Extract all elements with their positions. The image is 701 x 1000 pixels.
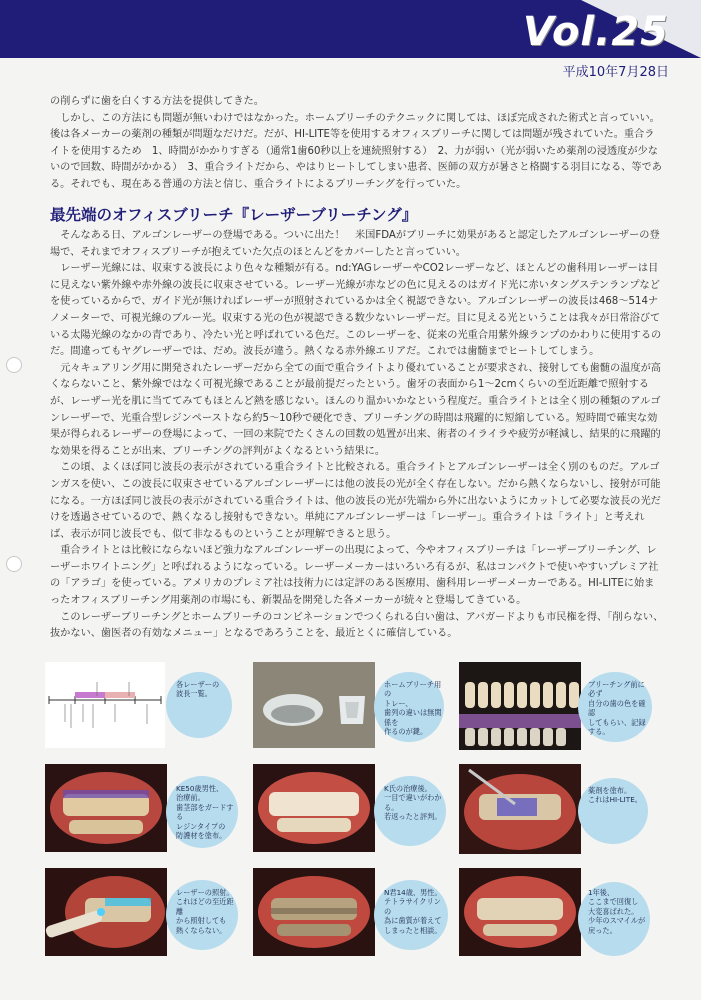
caption-line: 熱くならない。 — [176, 925, 227, 935]
caption-bubble — [578, 778, 648, 844]
section-heading: 最先端のオフィスブリーチ『レーザーブリーチング』 — [50, 206, 418, 224]
caption-bubble — [578, 672, 652, 742]
caption-line: 1年後、 — [588, 888, 615, 897]
caption-line: 少年のスマイルが — [588, 916, 646, 926]
patient-before-photo — [45, 764, 167, 852]
caption-line: ブリーチング前に必ず — [588, 680, 645, 699]
caption-line: から照射しても — [176, 916, 227, 926]
caption-bubble — [166, 880, 238, 950]
caption-line: N君14歳、男性。 — [384, 888, 442, 897]
caption-line: 治療前。 — [176, 793, 205, 803]
caption-line: 波長一覧。 — [176, 689, 212, 699]
body-paragraph: 重合ライトとは比較にならないほど強力なアルゴンレーザーの出現によって、今やオフィスブリーチは「レーザーブリーチング、レーザーホワイトニング」と呼ばれるようになっている。レーザーメーカーはいろいろ有るが、私はコンパクトで使いやすいプレミア社の「アラゴ」を使っている。アメリカのプレミア社は技術力には定評のある医療用、歯科用レーザーメーカーである。HI-LITEに始まったオフィスブリーチング用薬剤の市場にも、新製品を開発した各メーカーが続々と登場してきている。 — [50, 545, 659, 607]
caption-line: 各レーザーの — [176, 680, 220, 689]
caption-line: 防護材を塗布。 — [176, 831, 227, 841]
caption-line: テトラサイクリンの — [384, 897, 441, 916]
caption-line: 自分の歯の色を確認 — [588, 698, 646, 718]
volume-number: Vol.25 — [522, 9, 669, 55]
page-header — [0, 0, 701, 68]
caption-line: 歯茎部をガードする — [176, 802, 234, 822]
patient-after-photo — [253, 764, 375, 852]
tetracycline-before-photo — [253, 868, 375, 956]
caption-line: これほどの至近距離 — [176, 897, 234, 916]
caption-bubble — [578, 882, 650, 956]
caption-line: 薬剤を塗布。 — [588, 786, 632, 795]
caption-line: してもらい、記録する。 — [588, 717, 646, 737]
body-paragraph: そんなある日、アルゴンレーザーの登場である。ついに出た！ 米国FDAがブリーチに効果があると認定したアルゴンレーザーの登場で、それまでオフィスブリーチが抱えていた欠点のほとんどをカバーしたと言っていい。 — [50, 230, 660, 258]
caption-line: しまったと相談。 — [384, 925, 442, 935]
caption-line: レーザーの照射。 — [176, 888, 234, 897]
caption-line: 戻った。 — [588, 925, 617, 935]
punch-hole — [6, 357, 22, 373]
shade-guide-photo — [459, 662, 581, 750]
caption-line: トレー、 — [384, 698, 413, 708]
caption-line: レジンタイプの — [176, 821, 226, 831]
wavelength-chart-image — [45, 662, 165, 748]
intro-text — [50, 94, 664, 194]
caption-bubble — [166, 672, 232, 738]
section-body — [50, 228, 664, 643]
punch-hole — [6, 556, 22, 572]
caption-bubble — [374, 880, 448, 950]
body-paragraph: レーザー光線には、収束する波長により色々な種類が有る。nd:YAGレーザーやCO2レーザーなど、ほとんどの歯科用レーザーは目に見えない紫外線や赤外線の波長に収束させている。レーザー光線が赤などの色に見えるのはガイド光に赤いタングステンランプなどを使っているからで、ガイド光が無ければレーザーが照射されているかは全く視認できない。アルゴンレーザーの波長は468～514ナノメーターで、可視光線のブルー光。収束する光の色が視認できる数少ないレーザーだ。目に見える光ということは我々が日常浴びている太陽光線のなかの青であり、冷たい光と呼ばれている色だ。このレーザーを、従来の光重合用紫外線ランプのかわりに使用するのだ。間違ってもヤグレーザーでは、だめ。波長が違う。熱くなる赤外線エリアだ。これでは歯髄までヒートしてしまう。 — [50, 263, 662, 358]
tetracycline-after-photo — [459, 868, 581, 956]
caption-line: K氏の治療後。 — [384, 784, 432, 793]
caption-line: KE50歳男性、 — [176, 784, 224, 793]
intro-paragraph: しかし、この方法にも問題が無いわけではなかった。ホームブリーチのテクニックに関しては、ほぼ完成された術式と言っていい。後は各メーカーの薬剤の種類が問題なだけだ。だが、HI-LITE等を使用するオフィスブリーチに関しては問題が残されていた。重合ライトを使用するため 1、時間がかかりすぎる（通常1歯60秒以上を連続照射する） 2、力が弱い（光が弱いため薬剤の浸透度が少ないので回数、時間がかかる） 3、重合ライトだから、やはりヒートしてしまい患者、医師の双方が暑さと格闘する羽目になる、等である。それでも、現在ある普通の方法と信じ、重合ライトによるブリーチングを行っていた。 — [50, 112, 662, 190]
body-paragraph: 元々キュアリング用に開発されたレーザーだから全ての面で重合ライトより優れていることが要求され、接射しても歯髄の温度が高くならないこと、紫外線ではなく可視光線であることが最前提だったという。歯牙の表面から1～2cmくらいの至近距離で照射するが、レーザー光を肌に当ててみてもほとんど熱を感じない。ほんのり温かいかなという程度だ。重合ライトとは全く別の種類のアルゴンレーザーで、光重合型レジンペーストなら約5～10秒で硬化でき、ブリーチングの時間は飛躍的に短縮している。短時間で確実な効果が得られるレーザーの登場によって、一回の来院でたくさんの回数の処置が出来、術者のイライラや疲労が軽減し、結果的に飛躍的な効果を得ることが出来、ブリーチングの評判がよくなるという結果に。 — [50, 362, 661, 457]
bleaching-tray-photo — [253, 662, 375, 748]
intro-paragraph: の削らずに歯を白くする方法を提供してきた。 — [50, 96, 264, 107]
caption-bubble — [166, 776, 238, 848]
laser-irradiation-photo — [45, 868, 167, 956]
caption-line: 大変喜ばれた。 — [588, 906, 639, 916]
caption-bubble — [374, 672, 444, 742]
caption-line: これはHI-LITE。 — [588, 795, 642, 805]
caption-line: 若返ったと評判。 — [384, 812, 442, 822]
issue-date: 平成10年7月28日 — [562, 65, 669, 80]
caption-line: 一目で違いがわかる。 — [384, 793, 442, 812]
caption-line: 為に歯質が着えて — [384, 916, 442, 926]
caption-line: 歯列の違いは無関係を — [384, 708, 442, 727]
body-paragraph: この頃、よくほぼ同じ波長の表示がされている重合ライトと比較される。重合ライトとアルゴンレーザーは全く別のものだ。アルゴンガスを使い、この波長に収束させているアルゴンレーザーには他の波長の光が全く存在しない。だから熱くならないし、接射が可能になる。一方ほぼ同じ波長の表示がされている重合ライトは、他の波長の光が先端から外に出ないようにカットして必要な波長の光だけを透過させているので、熱くなるし接射もできない。単純にアルゴンレーザーは「レーザー」。重合ライトは「ライト」と考えれば、表示が同じ波長でも、似て非なるものということが理解できると思う。 — [50, 462, 661, 540]
caption-bubble — [374, 776, 446, 846]
caption-line: 作るのが鍵。 — [384, 727, 428, 737]
caption-line: ホームブリーチ用の — [384, 680, 442, 699]
body-paragraph: このレーザーブリーチングとホームブリーチのコンビネーションでつくられる白い歯は、アバガードよりも市民権を得、「削らない、抜かない、歯医者の有効なメニュー」となるであろうことを、最近とくに確信している。 — [50, 611, 664, 640]
caption-line: ここまで回復し — [588, 897, 639, 907]
agent-application-photo — [459, 764, 581, 854]
